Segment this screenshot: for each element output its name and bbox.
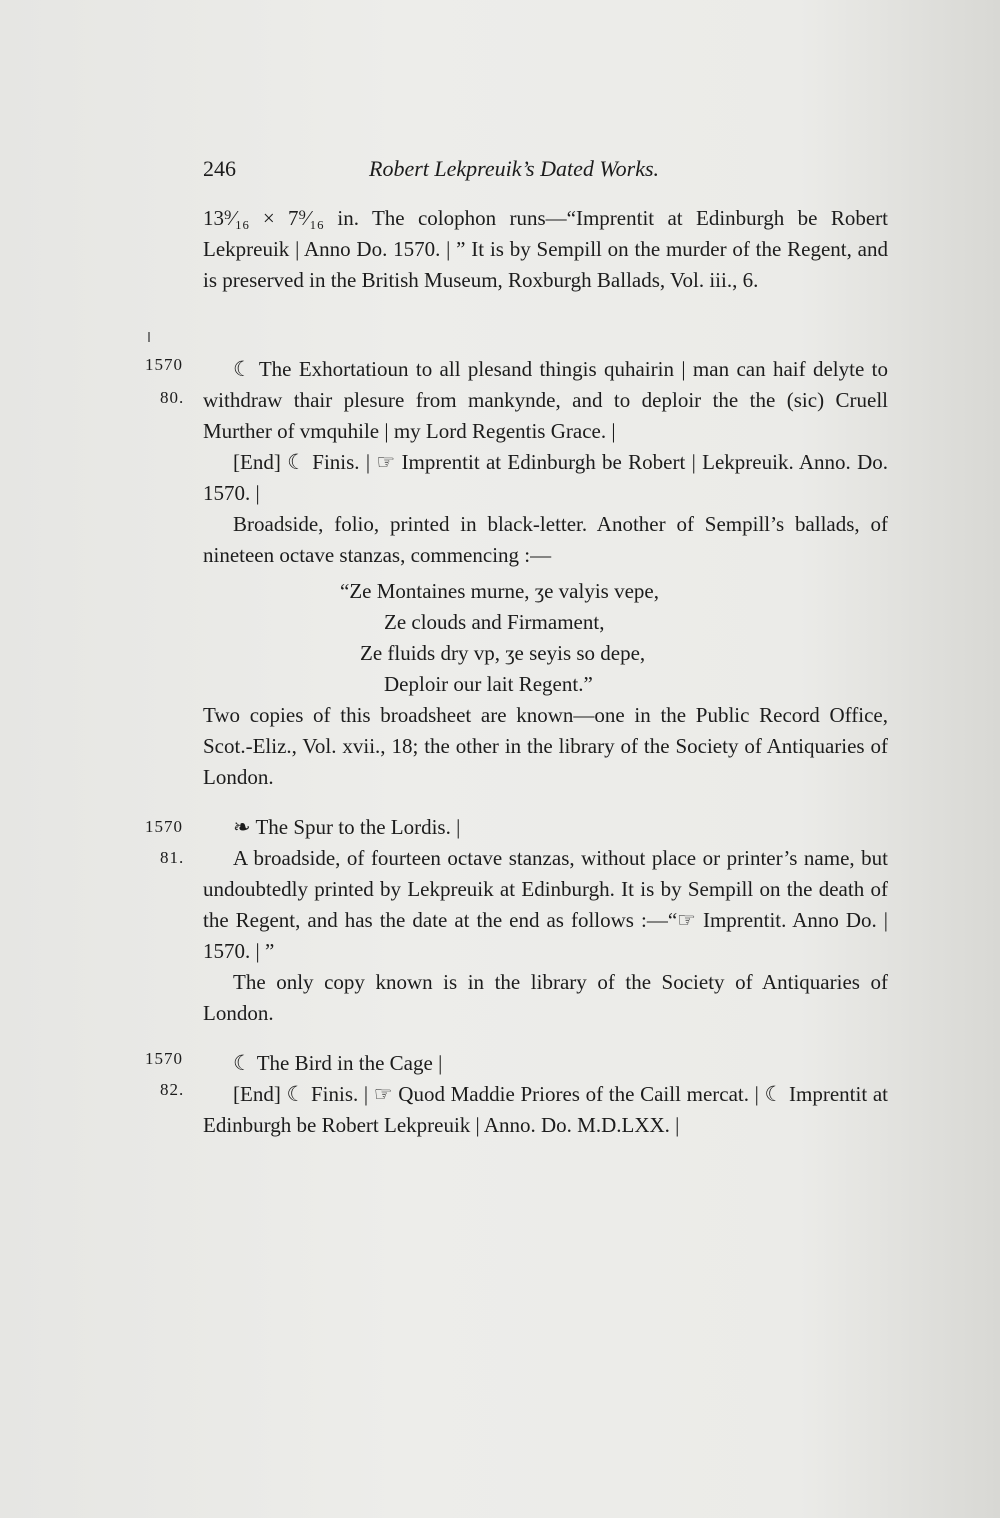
verse-line: Ze clouds and Firmament,: [384, 610, 605, 634]
running-title: Robert Lekpreuik’s Dated Works.: [369, 156, 660, 181]
margin-year-81: 1570: [145, 817, 183, 836]
entry-82-title: ☾ The Bird in the Cage |: [233, 1051, 443, 1075]
continuation-paragraph: 13⁹⁄₁₆ × 7⁹⁄₁₆ in. The colophon runs—“Imprentit at Edinburgh be Robert Lekpreuik | Anno Do. 1570. | ” It is by Sempill on the murder of the Regent, and is preserved in the British Museum, Roxburgh Ballads, Vol. iii., 6.: [203, 206, 888, 292]
verse-line: “Ze Montaines murne, ʒe valyis vepe,: [340, 579, 659, 603]
entry-80-colophon: [End] ☾ Finis. | ☞ Imprentit at Edinburgh be Robert | Lekpreuik. Anno. Do. 1570. |: [203, 450, 888, 505]
verse-line: Ze fluids dry vp, ʒe seyis so depe,: [360, 641, 646, 665]
entry-80-copies: Two copies of this broadsheet are known—one in the Public Record Office, Scot.-Eliz., Vol. xvii., 18; the other in the library of the Society of Antiquaries of London.: [203, 703, 888, 789]
entry-81-copies: The only copy known is in the library of the Society of Antiquaries of London.: [203, 970, 888, 1025]
margin-number-80: 80.: [160, 388, 185, 407]
verse-line: Deploir our lait Regent.”: [384, 672, 593, 696]
margin-year-82: 1570: [145, 1049, 183, 1068]
entry-80-verse: [340, 576, 659, 700]
entry-81-description: A broadside, of fourteen octave stanzas, without place or printer’s name, but undoubtedly printed by Lekpreuik at Edinburgh. It is by Sempill on the death of the Regent, and has the date at the end as follows :—“☞ Imprentit. Anno Do. | 1570. | ”: [203, 846, 888, 963]
entry-81-title: ❧ The Spur to the Lordis. |: [233, 815, 461, 839]
margin-number-81: 81.: [160, 848, 185, 867]
entry-82: [203, 1048, 888, 1141]
entry-81: [203, 812, 888, 1029]
continuation-block: [203, 203, 888, 296]
margin-year-80: 1570: [145, 355, 183, 374]
entry-80: [203, 354, 888, 571]
margin-mark: [148, 332, 150, 342]
entry-80-copies-block: [203, 700, 888, 793]
margin-number-82: 82.: [160, 1080, 185, 1099]
entry-80-title: ☾ The Exhortatioun to all plesand thingis quhairin | man can haif delyte to withdraw thair plesure from mankynde, and to deploir the the (sic) Cruell Murther of vmquhile | my Lord Regentis Grace. |: [203, 357, 888, 443]
page-number: 246: [203, 156, 236, 181]
entry-80-description: Broadside, folio, printed in black-letter. Another of Sempill’s ballads, of nineteen octave stanzas, commencing :—: [203, 512, 888, 567]
entry-82-colophon: [End] ☾ Finis. | ☞ Quod Maddie Priores of the Caill mercat. | ☾ Imprentit at Edinburgh be Robert Lekpreuik | Anno. Do. M.D.LXX. |: [203, 1082, 888, 1137]
